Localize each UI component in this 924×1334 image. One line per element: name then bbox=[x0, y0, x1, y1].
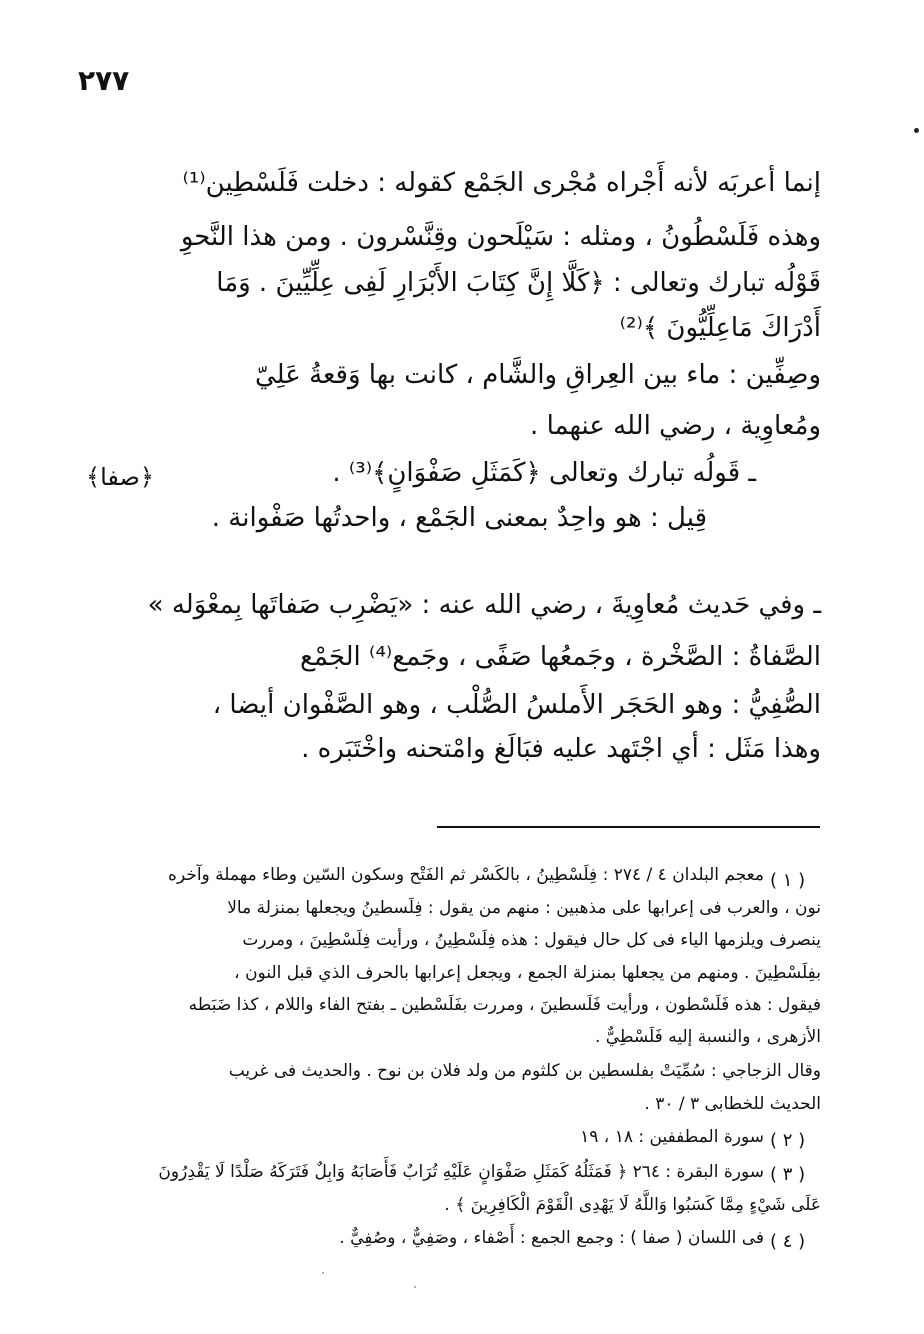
footnote-line-7: وقال الزجاجي : سُمِّيَتْ بفلسطين بن كلثوم من ولد فلان بن نوح . والحديث فى غريب bbox=[228, 1061, 821, 1081]
body-line-7: ـ قَولُه تبارك وتعالى ﴿كَمَثَلِ صَفْوَانٍ﴾⁽³⁾ . bbox=[332, 458, 756, 488]
body-line-2: وهذه فَلَسْطُونُ ، ومثله : سَيْلَحون وقِنَّسْرون . ومن هذا النَّحوِ bbox=[180, 222, 821, 252]
body-line-8: قِيل : هو واحِدٌ بمعنى الجَمْع ، واحدتُها صَفْوانة . bbox=[211, 503, 707, 533]
body-line-9: ـ وفي حَديث مُعاوِيةَ ، رضي الله عنه : «يَضْرِب صَفاتَها بِمعْوَله » bbox=[147, 590, 821, 620]
body-line-11: الصُّفِيُّ : وهو الحَجَر الأَملسُ الصُّلْب ، وهو الصَّفْوان أيضا ، bbox=[212, 690, 821, 720]
margin-mark bbox=[914, 128, 919, 133]
footnote-number-3: ( ٣ ) bbox=[770, 1164, 806, 1185]
footnote-line-12: فى اللسان ( صفا ) : وجمع الجمع : أَصْفاء ، وصَفِيٌّ ، وصُفِيٌّ . bbox=[339, 1228, 764, 1248]
footnote-line-1: معجم البلدان ٤ / ٢٧٤ : فِلَسْطِينُ ، بالكَسْر ثم الفَتْح وسكون السّين وطاء مهملة وآخره bbox=[168, 865, 764, 885]
page-number: ٢٧٧ bbox=[78, 64, 130, 97]
body-line-12: وهذا مَثَل : أي اجْتَهد عليه فبَالَغ وامْتحنه واخْتَبَره . bbox=[301, 734, 821, 764]
footnote-line-5: فيقول : هذه فَلَسْطون ، ورأيت فَلَسطينَ ، ومررت بفَلَسْطين ـ بفتح الفاء واللام ، كذا ضَبَطه bbox=[188, 995, 821, 1015]
body-line-5: وصِفِّين : ماء بين العِراقِ والشَّام ، كانت بها وَقعةُ عَلِيّ bbox=[255, 360, 821, 390]
footnote-number-4: ( ٤ ) bbox=[770, 1231, 806, 1252]
footnote-line-11: عَلَى شَيْءٍ مِمَّا كَسَبُوا وَاللَّهُ لَا يَهْدِى الْقَوْمَ الْكَافِرِينَ ﴾ . bbox=[444, 1195, 821, 1215]
marginal-term: ﴿صفا﴾ bbox=[86, 463, 154, 491]
footnote-line-2: نون ، والعرب فى إعرابها على مذهبين : منهم من يقول : فِلَسطينُ ويجعلها بمنزلة مالا bbox=[227, 898, 821, 918]
footnote-line-3: ينصرف ويلزمها الياء فى كل حال فيقول : هذه فِلَسْطِينُ ، ورأيت فِلَسْطِينَ ، ومررت bbox=[242, 930, 821, 950]
footnote-line-10: سورة البقرة : ٢٦٤ ﴿ فَمَثَلُهُ كَمَثَلِ صَفْوَانٍ عَلَيْهِ تُرَابٌ فَأَصَابَهُ وَابِلٌ فَتَرَكَهُ صَلْدًا لَا يَقْدِرُونَ bbox=[158, 1162, 764, 1182]
body-line-10: الصَّفاةُ : الصَّخْرة ، وجَمعُها صَفًى ، وجَمع⁽⁴⁾ الجَمْع bbox=[299, 642, 821, 672]
body-line-6: ومُعاوِية ، رضي الله عنهما . bbox=[530, 411, 821, 441]
footnote-number-2: ( ٢ ) bbox=[770, 1130, 806, 1151]
footnote-line-6: الأزهرى ، والنسبة إليه فَلَسْطِيٌّ . bbox=[594, 1027, 821, 1047]
footnote-line-9: سورة المطففين : ١٨ ، ١٩ bbox=[580, 1127, 764, 1147]
footnote-line-8: الحديث للخطابى ٣ / ٣٠ . bbox=[644, 1094, 821, 1114]
body-line-3: قَوْلُه تبارك وتعالى : ﴿كَلَّا إِنَّ كِتَابَ الأَبْرَارِ لَفِى عِلِّيِّينَ . وَمَا bbox=[216, 268, 821, 298]
footnote-number-1: ( ١ ) bbox=[770, 870, 806, 891]
body-line-4: أَدْرَاكَ مَاعِلِّيُّونَ ﴾⁽²⁾ bbox=[619, 313, 821, 343]
body-line-1: إنما أعربَه لأنه أَجْراه مُجْرى الجَمْع كقوله : دخلت فَلَسْطِين⁽¹⁾ bbox=[182, 168, 821, 198]
footnote-divider bbox=[437, 826, 820, 828]
footnote-line-4: بفِلَسْطِينَ . ومنهم من يجعلها بمنزلة الجمع ، ويجعل إعرابها بالحرف الذي قبل النون ، bbox=[234, 963, 821, 983]
